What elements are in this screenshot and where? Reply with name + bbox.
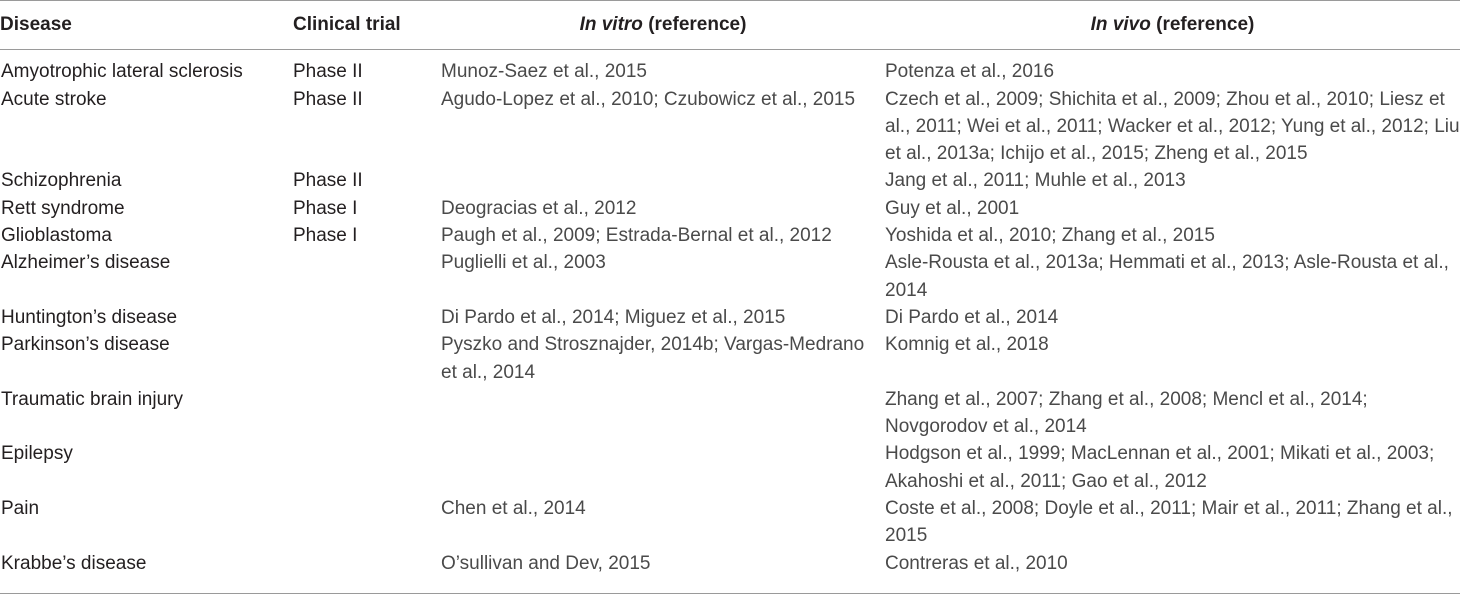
- cell-in-vivo: Asle-Rousta et al., 2013a; Hemmati et al., 2013; Asle-Rousta et al., 2014: [885, 252, 1449, 301]
- cell-trial: Phase II: [293, 170, 363, 192]
- table-row: [0, 195, 1460, 222]
- cell-in-vitro: [441, 440, 885, 495]
- cell-disease: Traumatic brain injury: [1, 388, 183, 410]
- table-row: [0, 331, 1460, 386]
- cell-trial: Phase II: [293, 88, 363, 110]
- cell-in-vivo: Zhang et al., 2007; Zhang et al., 2008; Mencl et al., 2014; Novgorodov et al., 2014: [885, 388, 1368, 438]
- table-bottom-rule: [0, 593, 1460, 594]
- cell-in-vivo: Contreras et al., 2010: [885, 552, 1068, 574]
- table-row: [0, 440, 1460, 495]
- cell-in-vitro: [441, 386, 885, 441]
- header-disease: Disease: [0, 1, 293, 50]
- cell-trial: [293, 249, 441, 304]
- table-row: [0, 86, 1460, 168]
- cell-in-vitro: Munoz-Saez et al., 2015: [441, 61, 647, 83]
- cell-in-vitro: Puglielli et al., 2003: [441, 252, 606, 274]
- table-row: [0, 386, 1460, 441]
- table-row: [0, 304, 1460, 331]
- header-in-vivo-suffix: (reference): [1150, 14, 1255, 35]
- cell-trial: [293, 331, 441, 386]
- cell-in-vivo: Yoshida et al., 2010; Zhang et al., 2015: [885, 225, 1215, 247]
- cell-trial: Phase I: [293, 197, 358, 219]
- cell-in-vivo: Hodgson et al., 1999; MacLennan et al., 2001; Mikati et al., 2003; Akahoshi et al., 2011; Gao et al., 2012: [885, 443, 1435, 492]
- cell-trial: [293, 304, 441, 331]
- cell-disease: Huntington’s disease: [1, 306, 178, 328]
- table-row: [0, 249, 1460, 304]
- cell-in-vitro: O’sullivan and Dev, 2015: [441, 552, 651, 574]
- cell-disease: Glioblastoma: [1, 225, 112, 247]
- cell-disease: Pain: [1, 498, 40, 520]
- cell-in-vivo: Guy et al., 2001: [885, 197, 1020, 219]
- table-row: [0, 167, 1460, 194]
- header-in-vivo: [885, 1, 1460, 50]
- cell-in-vitro: Agudo-Lopez et al., 2010; Czubowicz et al., 2015: [441, 88, 856, 110]
- cell-in-vivo: Czech et al., 2009; Shichita et al., 2009; Zhou et al., 2010; Liesz et al., 2011; Wei et al., 2011; Wacker et al., 2012; Yung et al., 2012; Liu et al., 2013a; Ichijo et al., 2015; Zheng et al., 2015: [885, 88, 1460, 165]
- table-row: [0, 222, 1460, 249]
- cell-in-vitro: [441, 167, 885, 194]
- cell-disease: Rett syndrome: [1, 197, 125, 219]
- cell-in-vitro: Pyszko and Strosznajder, 2014b; Vargas-Medrano et al., 2014: [441, 334, 865, 383]
- cell-trial: [293, 495, 441, 550]
- cell-in-vitro: Di Pardo et al., 2014; Miguez et al., 2015: [441, 306, 786, 328]
- cell-disease: Alzheimer’s disease: [1, 252, 171, 274]
- cell-disease: Amyotrophic lateral sclerosis: [1, 61, 243, 83]
- cell-disease: Epilepsy: [1, 443, 73, 465]
- table-row: [0, 50, 1460, 86]
- cell-trial: Phase II: [293, 61, 363, 83]
- cell-trial: [293, 440, 441, 495]
- cell-in-vitro: Chen et al., 2014: [441, 498, 586, 520]
- cell-in-vivo: Komnig et al., 2018: [885, 334, 1049, 356]
- cell-in-vivo: Jang et al., 2011; Muhle et al., 2013: [885, 170, 1186, 192]
- cell-trial: Phase I: [293, 225, 358, 247]
- cell-trial: [293, 550, 441, 583]
- cell-disease: Krabbe’s disease: [1, 552, 147, 574]
- cell-trial: [293, 386, 441, 441]
- header-row: [0, 1, 1460, 50]
- cell-in-vivo: Di Pardo et al., 2014: [885, 306, 1059, 328]
- cell-disease: Parkinson’s disease: [1, 334, 170, 356]
- header-in-vitro-suffix: (reference): [642, 14, 747, 35]
- header-in-vitro: [441, 1, 885, 50]
- cell-disease: Acute stroke: [1, 88, 107, 110]
- cell-in-vitro: Deogracias et al., 2012: [441, 197, 637, 219]
- table-row: [0, 495, 1460, 550]
- table-row: [0, 550, 1460, 583]
- header-in-vivo-italic: In vivo: [1090, 14, 1151, 35]
- header-clinical-trial: Clinical trial: [293, 1, 441, 50]
- header-in-vitro-italic: In vitro: [579, 14, 643, 35]
- cell-in-vivo: Potenza et al., 2016: [885, 61, 1055, 83]
- cell-disease: Schizophrenia: [1, 170, 122, 192]
- cell-in-vitro: Paugh et al., 2009; Estrada-Bernal et al., 2012: [441, 225, 832, 247]
- cell-in-vivo: Coste et al., 2008; Doyle et al., 2011; Mair et al., 2011; Zhang et al., 2015: [885, 498, 1453, 547]
